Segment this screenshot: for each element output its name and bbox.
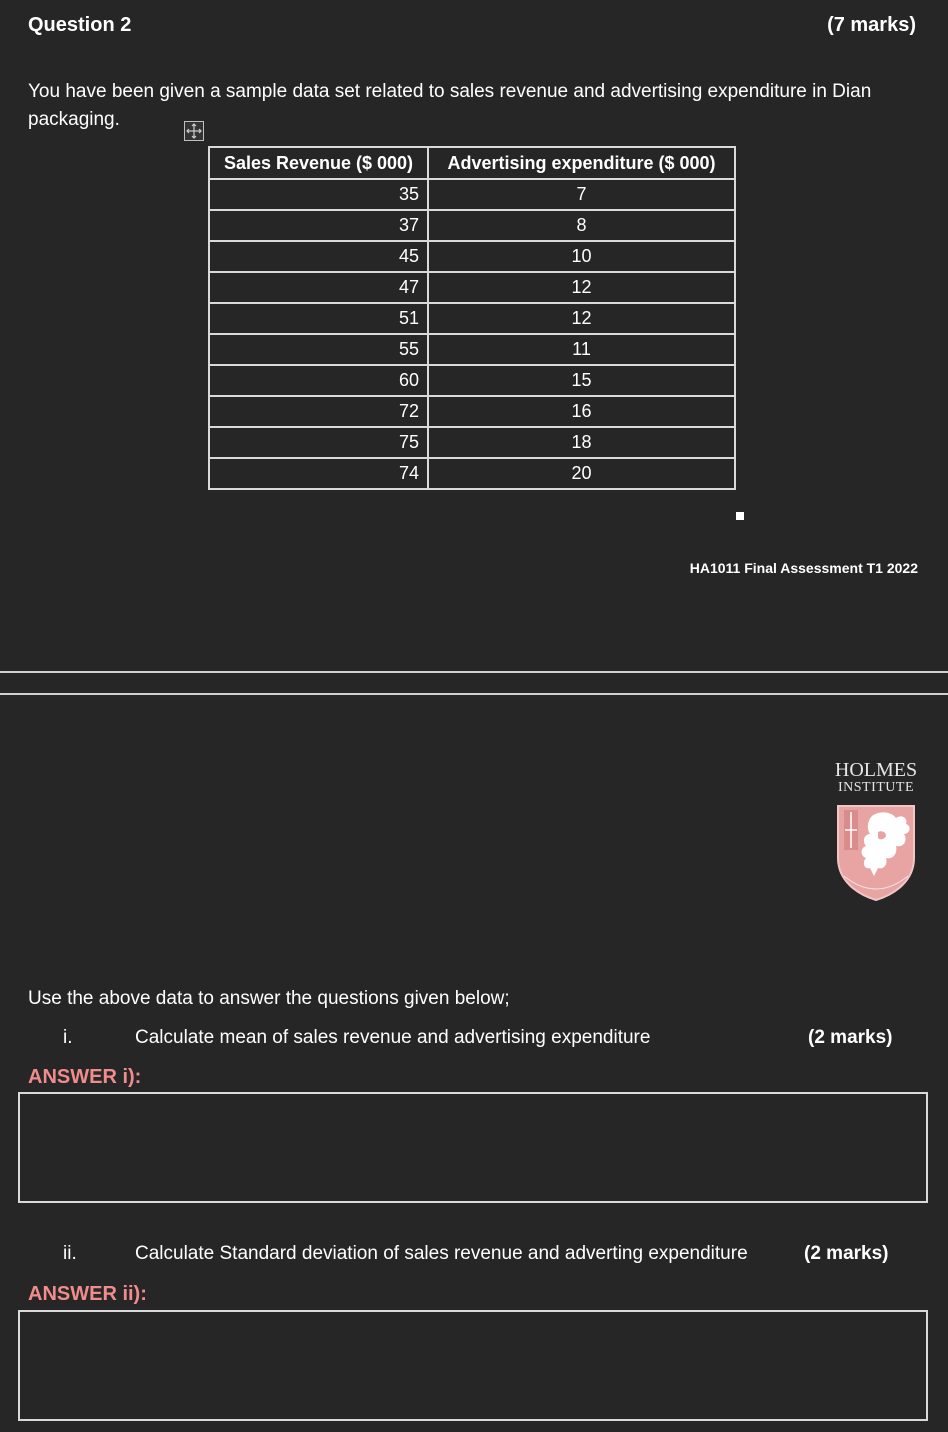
table-resize-handle[interactable] [736,512,744,520]
table-row [209,396,735,427]
item-number: ii. [63,1243,77,1264]
cell-sales: 35 [209,179,428,210]
cell-sales: 45 [209,241,428,272]
table-row [209,303,735,334]
table-row [209,458,735,489]
table-row [209,272,735,303]
page-break-divider [0,671,948,673]
institute-logo [830,760,922,902]
cell-sales: 75 [209,427,428,458]
cell-advertising: 12 [428,303,735,334]
cell-sales: 51 [209,303,428,334]
cell-sales: 37 [209,210,428,241]
data-table [208,146,736,490]
logo-name: HOLMES [834,759,918,781]
cell-sales: 55 [209,334,428,365]
cell-sales: 74 [209,458,428,489]
answer-box-ii[interactable] [18,1310,928,1421]
cell-advertising: 18 [428,427,735,458]
table-row [209,427,735,458]
logo-subtitle: INSTITUTE [837,780,915,795]
table-header-row [209,147,735,179]
cell-advertising: 8 [428,210,735,241]
table-row [209,241,735,272]
cell-sales: 60 [209,365,428,396]
item-marks: (2 marks) [804,1243,889,1264]
header-sales-revenue: Sales Revenue ($ 000) [209,147,428,179]
table-move-handle-icon[interactable] [184,121,204,141]
table-row [209,365,735,396]
crest-icon [834,802,918,902]
item-marks: (2 marks) [808,1027,893,1048]
page-break-divider [0,693,948,695]
instructions-text: Use the above data to answer the questions given below; [28,988,510,1009]
cell-advertising: 11 [428,334,735,365]
table-row [209,334,735,365]
item-text: Calculate mean of sales revenue and advertising expenditure [135,1027,651,1048]
cell-advertising: 12 [428,272,735,303]
item-text: Calculate Standard deviation of sales revenue and adverting expenditure [135,1243,748,1264]
question-intro: You have been given a sample data set related to sales revenue and advertising expenditure in Dian packaging. [28,81,872,130]
cell-advertising: 15 [428,365,735,396]
answer-box-i[interactable] [18,1092,928,1203]
cell-advertising: 7 [428,179,735,210]
answer-label: ANSWER ii): [28,1283,147,1305]
cell-advertising: 10 [428,241,735,272]
cell-advertising: 20 [428,458,735,489]
question-title: Question 2 [28,14,132,36]
table-row [209,210,735,241]
cell-sales: 72 [209,396,428,427]
header-advertising-expenditure: Advertising expenditure ($ 000) [428,147,735,179]
cell-advertising: 16 [428,396,735,427]
answer-label: ANSWER i): [28,1066,142,1088]
item-number: i. [63,1027,73,1048]
table-row [209,179,735,210]
cell-sales: 47 [209,272,428,303]
page-footer-label: HA1011 Final Assessment T1 2022 [689,560,918,576]
question-marks: (7 marks) [827,14,916,36]
